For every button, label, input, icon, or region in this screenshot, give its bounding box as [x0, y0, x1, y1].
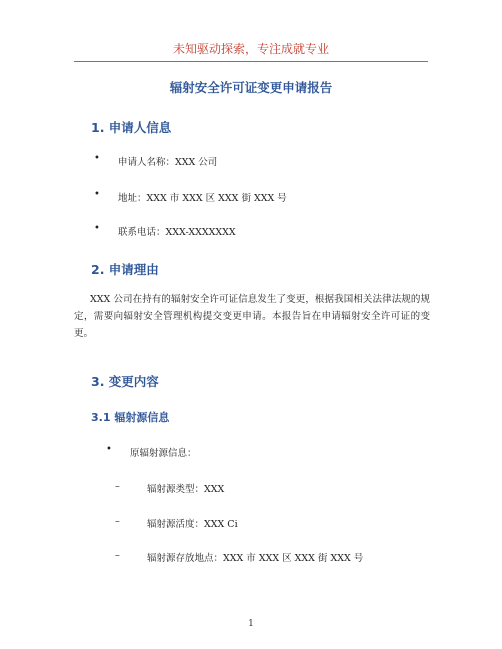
dash-icon: –: [115, 516, 120, 527]
list-item-text: 辐射源类型：XXX: [147, 484, 225, 495]
list-item-text: 原辐射源信息：: [130, 448, 197, 459]
page-number: 1: [248, 619, 254, 629]
header-rule: [74, 61, 428, 62]
dash-icon: –: [115, 481, 120, 492]
header-text: 未知驱动探索，专注成就专业: [172, 42, 329, 56]
list-item-text: 辐射源存放地点：XXX 市 XXX 区 XXX 街 XXX 号: [147, 553, 364, 564]
bullet-icon: •: [106, 444, 112, 455]
reason-paragraph: XXX 公司在持有的辐射安全许可证信息发生了变更，根据我国相关法律法规的规定，需要向辐射安全管理机构提交变更申请。本报告旨在申请辐射安全许可证的变更。: [74, 294, 430, 339]
list-item-text: 联系电话：XXX-XXXXXXX: [118, 227, 236, 238]
bullet-icon: •: [94, 153, 100, 164]
bullet-icon: •: [94, 223, 100, 234]
section-heading-reason: 2. 申请理由: [91, 262, 159, 277]
bullet-icon: •: [94, 189, 100, 200]
section-heading-changes: 3. 变更内容: [91, 374, 159, 389]
dash-icon: –: [115, 550, 120, 561]
section-heading-applicant-info: 1. 申请人信息: [91, 120, 172, 135]
list-item-text: 辐射源活度：XXX Ci: [147, 519, 238, 530]
list-item-text: 地址：XXX 市 XXX 区 XXX 街 XXX 号: [118, 193, 287, 204]
document-title: 辐射安全许可证变更申请报告: [169, 80, 333, 95]
subsection-heading-radiation-source: 3.1 辐射源信息: [91, 411, 170, 424]
list-item-text: 申请人名称：XXX 公司: [118, 157, 218, 168]
